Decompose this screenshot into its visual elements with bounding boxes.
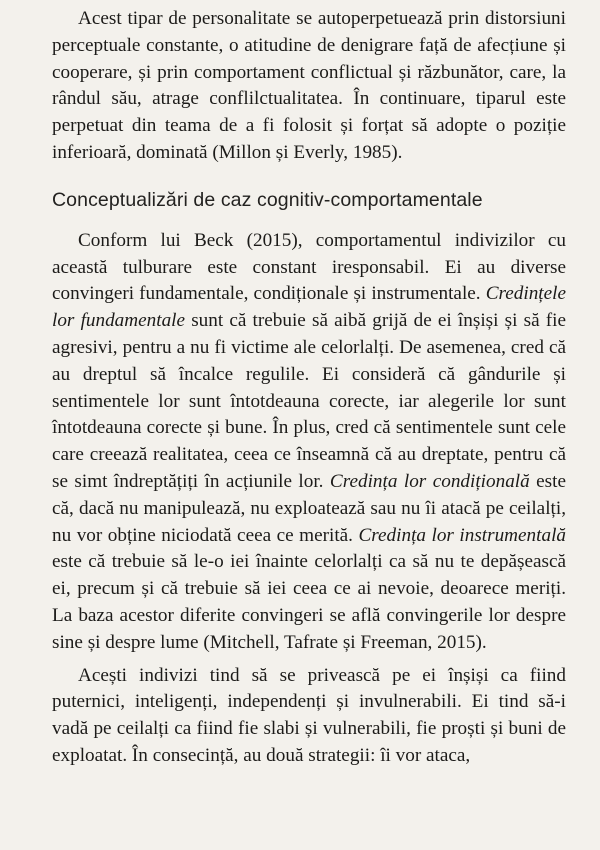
text-run: este că, dacă nu manipulează, nu exploatează sau nu îi atacă pe ceilalți, nu vor obține niciodată ceea ce merită. [52, 470, 566, 546]
text-run: este că trebuie să le-o iei înainte celorlalți ca să nu te depășească ei, precum și că trebuie să iei ceea ce ai nevoie, deoarece meriți. La baza acestor diferite convingeri se află convingerile lor despre sine și despre lume (Mitchell, Tafrate și Freeman, 2015). [52, 551, 566, 653]
section-heading: Conceptualizări de caz cognitiv-comportamentale [52, 188, 483, 211]
text-run: Conform lui Beck (2015), comportamentul indivizilor cu această tulburare este constant iresponsabil. Ei au diverse convingeri fundamentale, condiționale și instrumentale. [52, 229, 566, 305]
italic-term-fundamental-beliefs: Credințele lor fundamentale [52, 283, 566, 332]
paragraph-beck-beliefs [52, 228, 566, 657]
text-run: sunt că trebuie să aibă grijă de ei înșiși și să fie agresivi, pentru a nu fi victime ale celorlalți. De asemenea, cred că au dreptul să încalce regulile. Ei consideră că gândurile și sentimentele lor sunt întotdeauna corecte, iar alegerile lor sunt întotdeauna corecte și bune. În plus, cred că sentimentele sunt cele care creează realitatea, ceea ce înseamnă că au dreptate, pentru că se simt îndreptățiți în acțiunile lor. [52, 310, 566, 492]
paragraph-self-view: Acești indivizi tind să se privească pe ei înșiși ca fiind puternici, inteligenți, independenți și invulnerabili. Ei tind să-i vadă pe ceilalți ca fiind fie slabi și vulnerabili, fie proști și buni de exploatat. În consecință, au două strategii: îi vor ataca, [52, 664, 566, 766]
italic-term-conditional-belief: Credința lor condițională [329, 470, 530, 492]
paragraph-personality-pattern: Acest tipar de personalitate se autoperpetuează prin distorsiuni perceptuale constante, o atitudine de denigrare față de afecțiune și cooperare, și prin comportament conflictual și răzbunător, care, la rândul său, atrage conflilctualitatea. În continuare, tiparul este perpetuat din teama de a fi folosit și forțat să adopte o poziție inferioară, dominată (Millon și Everly, 1985). [52, 8, 566, 163]
italic-term-instrumental-belief: Credința lor instrumentală [358, 524, 566, 546]
